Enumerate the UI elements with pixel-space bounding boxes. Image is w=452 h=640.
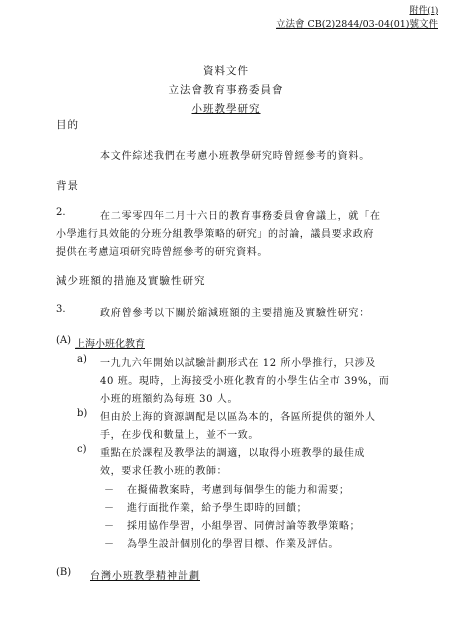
committee-title: 立法會教育事務委員會 — [168, 84, 284, 96]
purpose-paragraph: 本文件綜述我們在考慮小班教學研究時曾經參考的資料。 — [100, 151, 370, 162]
paragraph-number-3: 3. — [56, 304, 66, 315]
list-dash: － — [104, 503, 114, 514]
measures-heading: 減少班額的措施及實驗性研究 — [56, 275, 206, 287]
item-a-line-2: 40 班。現時，上海接受小班化教育的小學生佔全市 39%，而 — [100, 376, 390, 387]
doc-type-title: 資料文件 — [203, 65, 249, 77]
item-a-marker: a) — [77, 354, 87, 365]
measures-intro: 政府曾參考以下關於縮減班額的主要措施及實驗性研究： — [100, 308, 370, 319]
background-line-2: 小學進行具效能的分班分組教學策略的研究」的討論，議員要求政府 — [56, 229, 374, 240]
list-dash: － — [104, 539, 114, 550]
subject-title: 小班教學研究 — [191, 103, 261, 115]
paragraph-number-2: 2. — [56, 207, 66, 218]
document-reference: 立法會 CB(2)2844/03-04(01)號文件 — [276, 19, 438, 30]
item-b-marker: b) — [77, 408, 88, 419]
background-line-1: 在二零零四年二月十六日的教育事務委員會會議上，就「在 — [100, 211, 381, 222]
item-a-line-3: 小班的班額約為每班 30 人。 — [100, 394, 239, 405]
dash-item-4: 為學生設計個別化的學習目標、作業及評估。 — [127, 539, 339, 550]
list-dash: － — [104, 521, 114, 532]
list-dash: － — [104, 485, 114, 496]
annex-label: 附件(1) — [409, 5, 438, 15]
item-a-line-1: 一九九六年開始以試驗計劃形式在 12 所小學推行，只涉及 — [100, 358, 376, 369]
purpose-heading: 目的 — [56, 119, 79, 131]
item-b-line-1: 但由於上海的資源調配是以區為本的，各區所提供的額外人 — [100, 412, 376, 423]
background-line-3: 提供在考慮這項研究時曾經參考的研究資料。 — [56, 247, 268, 258]
dash-item-2: 進行面批作業，給予學生即時的回饋； — [127, 503, 308, 514]
subsection-a-label: (A) — [56, 335, 72, 346]
item-c-line-1: 重點在於課程及教學法的調適，以取得小班教學的最佳成 — [100, 448, 365, 459]
item-b-line-2: 手，在步伐和數量上，並不一致。 — [100, 430, 259, 441]
dash-item-1: 在擬備教案時，考慮到每個學生的能力和需要； — [127, 485, 350, 496]
dash-item-3: 採用協作學習，小組學習、同儕討論等教學策略； — [127, 521, 361, 532]
item-c-marker: c) — [77, 444, 87, 455]
subsection-a-title: 上海小班化教育 — [75, 339, 145, 350]
background-heading: 背景 — [56, 180, 79, 192]
subsection-b-title: 台灣小班教學精神計劃 — [90, 571, 200, 582]
item-c-line-2: 效，要求任教小班的教師： — [100, 466, 228, 477]
subsection-b-label: (B) — [56, 567, 72, 578]
